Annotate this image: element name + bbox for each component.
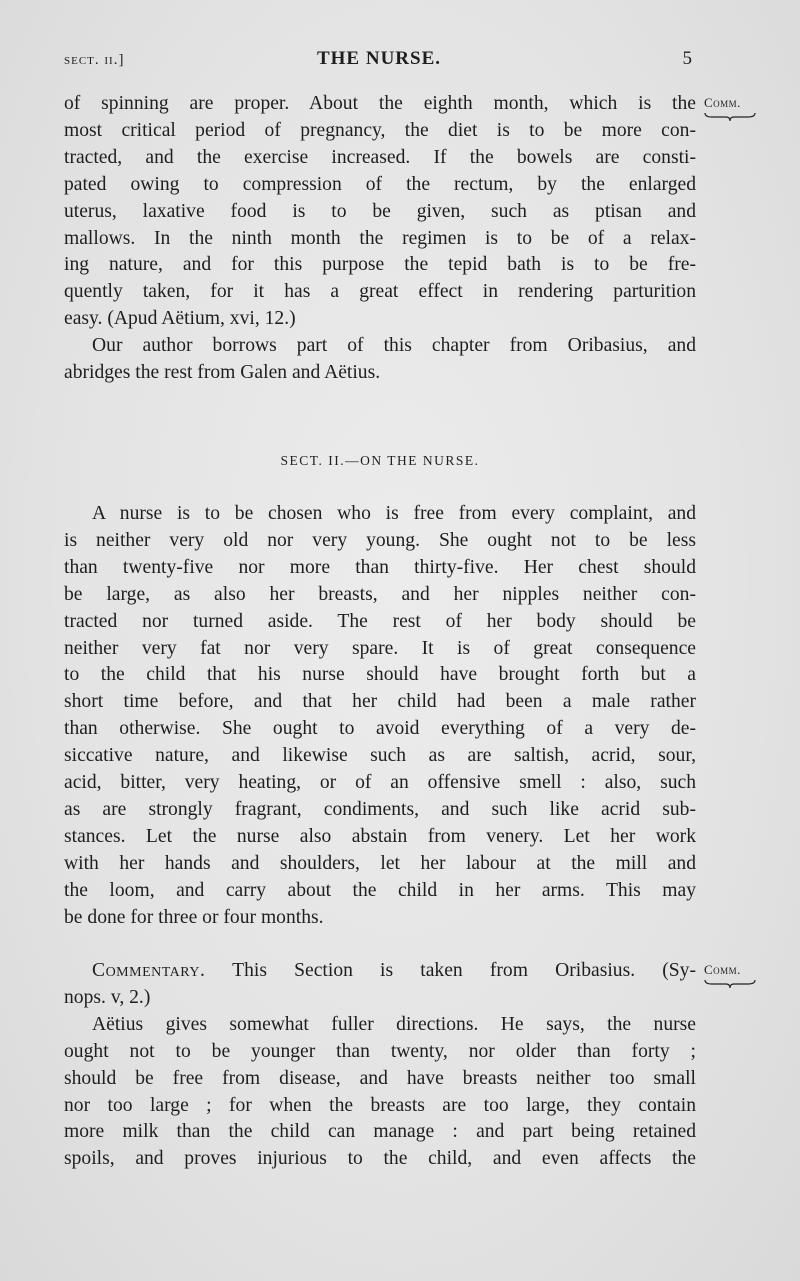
commentary-margin-note (704, 95, 770, 122)
text-line: mallows. In the ninth month the regimen is to be of a relax- (64, 227, 696, 249)
text-line: nops. v, 2.) (64, 986, 151, 1008)
page-number: 5 (682, 48, 692, 69)
text-line: A nurse is to be chosen who is free from every complaint, and (92, 503, 696, 524)
text-line: ought not to be younger than twenty, nor older than forty ; (64, 1040, 696, 1062)
text-line: siccative nature, and likewise such as are saltish, acrid, sour, (64, 745, 696, 767)
text-line: than twenty-five nor more than thirty-five. Her chest should (64, 556, 696, 578)
text-line: be done for three or four months. (64, 906, 324, 928)
text-line (64, 958, 696, 985)
text-line: as are strongly fragrant, condiments, and such like acrid sub- (64, 798, 696, 820)
margin-note-label: Comm. (704, 962, 741, 977)
section-heading: SECT. II.—ON THE NURSE. (280, 453, 480, 468)
margin-note-label: Comm. (704, 95, 741, 110)
text-line: than otherwise. She ought to avoid everything of a very de- (64, 718, 696, 740)
page-title: THE NURSE. (316, 48, 442, 69)
text-line: neither very fat nor very spare. It is of great consequence (64, 637, 696, 659)
text-line: pated owing to compression of the rectum, by the enlarged (64, 173, 696, 195)
text-line: the loom, and carry about the child in her arms. This may (64, 879, 696, 901)
text-line: quently taken, for it has a great effect in rendering parturition (64, 281, 696, 303)
commentary-margin-note (704, 962, 770, 989)
running-header (64, 46, 694, 74)
section-paragraph (64, 501, 696, 932)
text-line: spoils, and proves injurious to the child, and even affects the (64, 1148, 696, 1170)
text-line: should be free from disease, and have breasts neither too small (64, 1067, 696, 1089)
text-line: Aëtius gives somewhat fuller directions. He says, the nurse (92, 1013, 696, 1035)
text-line: of spinning are proper. About the eighth month, which is the (64, 93, 696, 114)
text-line: be large, as also her breasts, and her nipples neither con- (64, 583, 696, 605)
text-line: acid, bitter, very heating, or of an offensive smell : also, such (64, 772, 696, 794)
text-line: Our author borrows part of this chapter from Oribasius, and (92, 335, 696, 357)
text-line: to the child that his nurse should have brought forth but a (64, 664, 696, 686)
commentary-label: Commentary. (92, 960, 206, 981)
text-line: more milk than the child can manage : and part being retained (64, 1121, 696, 1143)
commentary-paragraph (64, 958, 696, 1173)
brace-icon (704, 112, 756, 122)
text-line: nor too large ; for when the breasts are too large, they contain (64, 1094, 696, 1116)
text-line: ing nature, and for this purpose the tepid bath is to be fre- (64, 254, 696, 276)
text-line: with her hands and shoulders, let her labour at the mill and (64, 852, 696, 874)
commentary-first-line: This Section is taken from Oribasius. (Sy- (232, 960, 696, 981)
section-reference: sect. ii.] (64, 52, 125, 68)
text-line: tracted, and the exercise increased. If the bowels are consti- (64, 146, 696, 168)
text-line: most critical period of pregnancy, the diet is to be more con- (64, 119, 696, 141)
paragraph-continued (64, 91, 696, 387)
text-line: stances. Let the nurse also abstain from venery. Let her work (64, 825, 696, 847)
text-line: tracted nor turned aside. The rest of her body should be (64, 610, 696, 632)
text-line: is neither very old nor very young. She ought not to be less (64, 529, 696, 551)
text-line: easy. (Apud Aëtium, xvi, 12.) (64, 308, 296, 330)
text-line: short time before, and that her child had been a male rather (64, 691, 696, 713)
text-line: uterus, laxative food is to be given, such as ptisan and (64, 200, 696, 222)
brace-icon (704, 979, 756, 989)
text-line: abridges the rest from Galen and Aëtius. (64, 362, 381, 384)
